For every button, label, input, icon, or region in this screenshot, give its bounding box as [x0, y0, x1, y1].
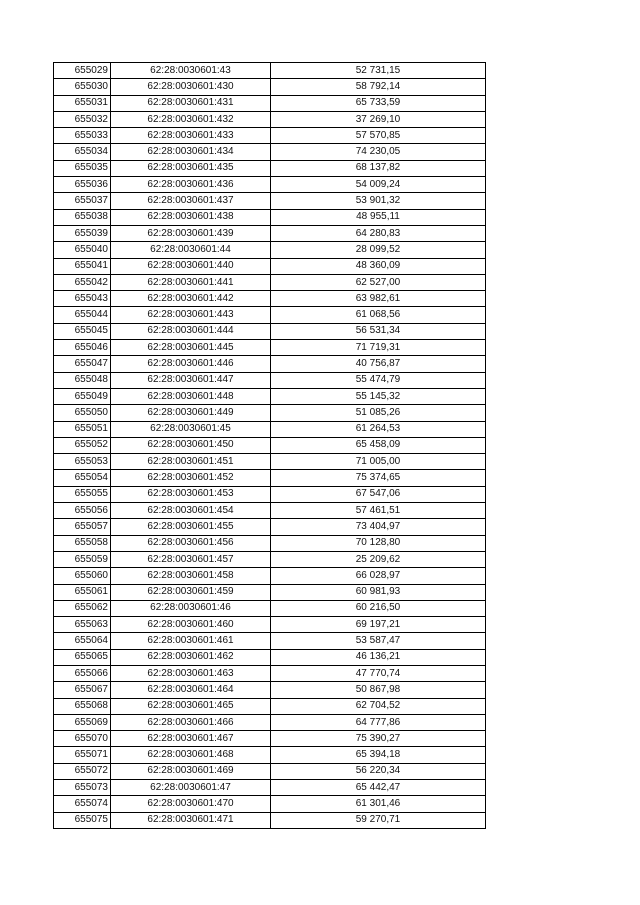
cadastral-number-cell: 62:28:0030601:440	[111, 258, 271, 274]
value-cell: 67 547,06	[271, 486, 486, 502]
row-id-cell: 655069	[54, 714, 111, 730]
table-row	[54, 535, 486, 551]
value-cell: 25 209,62	[271, 551, 486, 567]
value-cell: 60 216,50	[271, 600, 486, 616]
value-cell: 61 301,46	[271, 796, 486, 812]
cadastral-number-cell: 62:28:0030601:437	[111, 193, 271, 209]
value-cell: 60 981,93	[271, 584, 486, 600]
cadastral-number-cell: 62:28:0030601:451	[111, 454, 271, 470]
value-cell: 47 770,74	[271, 665, 486, 681]
value-cell: 55 474,79	[271, 372, 486, 388]
value-cell: 65 458,09	[271, 437, 486, 453]
value-cell: 53 901,32	[271, 193, 486, 209]
value-cell: 52 731,15	[271, 63, 486, 79]
table-row	[54, 323, 486, 339]
table-row	[54, 812, 486, 828]
row-id-cell: 655075	[54, 812, 111, 828]
value-cell: 63 982,61	[271, 291, 486, 307]
value-cell: 70 128,80	[271, 535, 486, 551]
table-row	[54, 519, 486, 535]
row-id-cell: 655040	[54, 242, 111, 258]
cadastral-number-cell: 62:28:0030601:449	[111, 405, 271, 421]
table-row	[54, 225, 486, 241]
row-id-cell: 655038	[54, 209, 111, 225]
row-id-cell: 655052	[54, 437, 111, 453]
table-row	[54, 372, 486, 388]
table-row	[54, 796, 486, 812]
cadastral-number-cell: 62:28:0030601:458	[111, 568, 271, 584]
cadastral-number-cell: 62:28:0030601:465	[111, 698, 271, 714]
value-cell: 65 442,47	[271, 780, 486, 796]
row-id-cell: 655039	[54, 225, 111, 241]
row-id-cell: 655061	[54, 584, 111, 600]
table-row	[54, 454, 486, 470]
cadastral-number-cell: 62:28:0030601:460	[111, 617, 271, 633]
value-cell: 48 955,11	[271, 209, 486, 225]
table-row	[54, 486, 486, 502]
table-row	[54, 111, 486, 127]
table-row	[54, 600, 486, 616]
data-table	[53, 62, 486, 829]
cadastral-number-cell: 62:28:0030601:445	[111, 340, 271, 356]
row-id-cell: 655049	[54, 388, 111, 404]
value-cell: 64 280,83	[271, 225, 486, 241]
row-id-cell: 655066	[54, 665, 111, 681]
table-row	[54, 209, 486, 225]
cadastral-number-cell: 62:28:0030601:468	[111, 747, 271, 763]
value-cell: 74 230,05	[271, 144, 486, 160]
row-id-cell: 655074	[54, 796, 111, 812]
value-cell: 65 733,59	[271, 95, 486, 111]
table-row	[54, 649, 486, 665]
cadastral-number-cell: 62:28:0030601:444	[111, 323, 271, 339]
cadastral-number-cell: 62:28:0030601:471	[111, 812, 271, 828]
row-id-cell: 655036	[54, 177, 111, 193]
cadastral-number-cell: 62:28:0030601:447	[111, 372, 271, 388]
row-id-cell: 655044	[54, 307, 111, 323]
cadastral-number-cell: 62:28:0030601:433	[111, 128, 271, 144]
row-id-cell: 655045	[54, 323, 111, 339]
row-id-cell: 655050	[54, 405, 111, 421]
table-row	[54, 79, 486, 95]
table-row	[54, 274, 486, 290]
row-id-cell: 655073	[54, 780, 111, 796]
cadastral-number-cell: 62:28:0030601:457	[111, 551, 271, 567]
table-row	[54, 144, 486, 160]
row-id-cell: 655071	[54, 747, 111, 763]
table-row	[54, 95, 486, 111]
row-id-cell: 655059	[54, 551, 111, 567]
value-cell: 71 719,31	[271, 340, 486, 356]
table-row	[54, 568, 486, 584]
row-id-cell: 655032	[54, 111, 111, 127]
row-id-cell: 655067	[54, 682, 111, 698]
value-cell: 28 099,52	[271, 242, 486, 258]
cadastral-number-cell: 62:28:0030601:43	[111, 63, 271, 79]
cadastral-number-cell: 62:28:0030601:438	[111, 209, 271, 225]
row-id-cell: 655060	[54, 568, 111, 584]
cadastral-number-cell: 62:28:0030601:469	[111, 763, 271, 779]
value-cell: 46 136,21	[271, 649, 486, 665]
table-row	[54, 421, 486, 437]
table-row	[54, 763, 486, 779]
value-cell: 59 270,71	[271, 812, 486, 828]
row-id-cell: 655063	[54, 617, 111, 633]
table-row	[54, 503, 486, 519]
cadastral-number-cell: 62:28:0030601:455	[111, 519, 271, 535]
value-cell: 57 461,51	[271, 503, 486, 519]
value-cell: 68 137,82	[271, 160, 486, 176]
table-body	[54, 63, 486, 829]
table-row	[54, 470, 486, 486]
table-row	[54, 193, 486, 209]
row-id-cell: 655068	[54, 698, 111, 714]
value-cell: 61 264,53	[271, 421, 486, 437]
cadastral-number-cell: 62:28:0030601:46	[111, 600, 271, 616]
row-id-cell: 655047	[54, 356, 111, 372]
cadastral-number-cell: 62:28:0030601:45	[111, 421, 271, 437]
table-row	[54, 617, 486, 633]
table-row	[54, 177, 486, 193]
cadastral-number-cell: 62:28:0030601:436	[111, 177, 271, 193]
row-id-cell: 655041	[54, 258, 111, 274]
table-row	[54, 551, 486, 567]
value-cell: 69 197,21	[271, 617, 486, 633]
cadastral-number-cell: 62:28:0030601:448	[111, 388, 271, 404]
value-cell: 64 777,86	[271, 714, 486, 730]
cadastral-number-cell: 62:28:0030601:434	[111, 144, 271, 160]
cadastral-number-cell: 62:28:0030601:459	[111, 584, 271, 600]
table-row	[54, 291, 486, 307]
value-cell: 65 394,18	[271, 747, 486, 763]
table-row	[54, 747, 486, 763]
table-row	[54, 405, 486, 421]
value-cell: 66 028,97	[271, 568, 486, 584]
cadastral-number-cell: 62:28:0030601:432	[111, 111, 271, 127]
table-row	[54, 356, 486, 372]
value-cell: 62 704,52	[271, 698, 486, 714]
row-id-cell: 655042	[54, 274, 111, 290]
cadastral-number-cell: 62:28:0030601:446	[111, 356, 271, 372]
value-cell: 54 009,24	[271, 177, 486, 193]
value-cell: 75 374,65	[271, 470, 486, 486]
table-row	[54, 731, 486, 747]
row-id-cell: 655037	[54, 193, 111, 209]
table-row	[54, 714, 486, 730]
value-cell: 55 145,32	[271, 388, 486, 404]
table-row	[54, 665, 486, 681]
row-id-cell: 655051	[54, 421, 111, 437]
value-cell: 61 068,56	[271, 307, 486, 323]
cadastral-number-cell: 62:28:0030601:467	[111, 731, 271, 747]
row-id-cell: 655031	[54, 95, 111, 111]
row-id-cell: 655057	[54, 519, 111, 535]
value-cell: 62 527,00	[271, 274, 486, 290]
value-cell: 51 085,26	[271, 405, 486, 421]
row-id-cell: 655034	[54, 144, 111, 160]
table-row	[54, 437, 486, 453]
cadastral-number-cell: 62:28:0030601:441	[111, 274, 271, 290]
table-row	[54, 682, 486, 698]
value-cell: 37 269,10	[271, 111, 486, 127]
cadastral-number-cell: 62:28:0030601:439	[111, 225, 271, 241]
value-cell: 58 792,14	[271, 79, 486, 95]
table-row	[54, 63, 486, 79]
table-row	[54, 584, 486, 600]
table-row	[54, 242, 486, 258]
cadastral-number-cell: 62:28:0030601:462	[111, 649, 271, 665]
table-row	[54, 160, 486, 176]
value-cell: 71 005,00	[271, 454, 486, 470]
row-id-cell: 655064	[54, 633, 111, 649]
row-id-cell: 655058	[54, 535, 111, 551]
cadastral-number-cell: 62:28:0030601:431	[111, 95, 271, 111]
table-row	[54, 698, 486, 714]
cadastral-number-cell: 62:28:0030601:442	[111, 291, 271, 307]
cadastral-number-cell: 62:28:0030601:44	[111, 242, 271, 258]
cadastral-number-cell: 62:28:0030601:461	[111, 633, 271, 649]
table-row	[54, 388, 486, 404]
value-cell: 48 360,09	[271, 258, 486, 274]
value-cell: 53 587,47	[271, 633, 486, 649]
cadastral-number-cell: 62:28:0030601:464	[111, 682, 271, 698]
row-id-cell: 655070	[54, 731, 111, 747]
value-cell: 75 390,27	[271, 731, 486, 747]
table-row	[54, 128, 486, 144]
row-id-cell: 655048	[54, 372, 111, 388]
value-cell: 56 220,34	[271, 763, 486, 779]
table-row	[54, 307, 486, 323]
row-id-cell: 655055	[54, 486, 111, 502]
cadastral-number-cell: 62:28:0030601:452	[111, 470, 271, 486]
row-id-cell: 655053	[54, 454, 111, 470]
cadastral-number-cell: 62:28:0030601:456	[111, 535, 271, 551]
table-row	[54, 258, 486, 274]
value-cell: 57 570,85	[271, 128, 486, 144]
value-cell: 56 531,34	[271, 323, 486, 339]
cadastral-number-cell: 62:28:0030601:463	[111, 665, 271, 681]
table-row	[54, 780, 486, 796]
row-id-cell: 655062	[54, 600, 111, 616]
cadastral-number-cell: 62:28:0030601:443	[111, 307, 271, 323]
cadastral-number-cell: 62:28:0030601:466	[111, 714, 271, 730]
row-id-cell: 655065	[54, 649, 111, 665]
row-id-cell: 655043	[54, 291, 111, 307]
cadastral-number-cell: 62:28:0030601:454	[111, 503, 271, 519]
value-cell: 73 404,97	[271, 519, 486, 535]
table-row	[54, 340, 486, 356]
row-id-cell: 655035	[54, 160, 111, 176]
cadastral-number-cell: 62:28:0030601:435	[111, 160, 271, 176]
cadastral-number-cell: 62:28:0030601:430	[111, 79, 271, 95]
value-cell: 50 867,98	[271, 682, 486, 698]
table-row	[54, 633, 486, 649]
row-id-cell: 655046	[54, 340, 111, 356]
cadastral-number-cell: 62:28:0030601:470	[111, 796, 271, 812]
cadastral-number-cell: 62:28:0030601:453	[111, 486, 271, 502]
row-id-cell: 655030	[54, 79, 111, 95]
row-id-cell: 655029	[54, 63, 111, 79]
cadastral-number-cell: 62:28:0030601:47	[111, 780, 271, 796]
value-cell: 40 756,87	[271, 356, 486, 372]
row-id-cell: 655056	[54, 503, 111, 519]
row-id-cell: 655072	[54, 763, 111, 779]
row-id-cell: 655054	[54, 470, 111, 486]
cadastral-number-cell: 62:28:0030601:450	[111, 437, 271, 453]
row-id-cell: 655033	[54, 128, 111, 144]
